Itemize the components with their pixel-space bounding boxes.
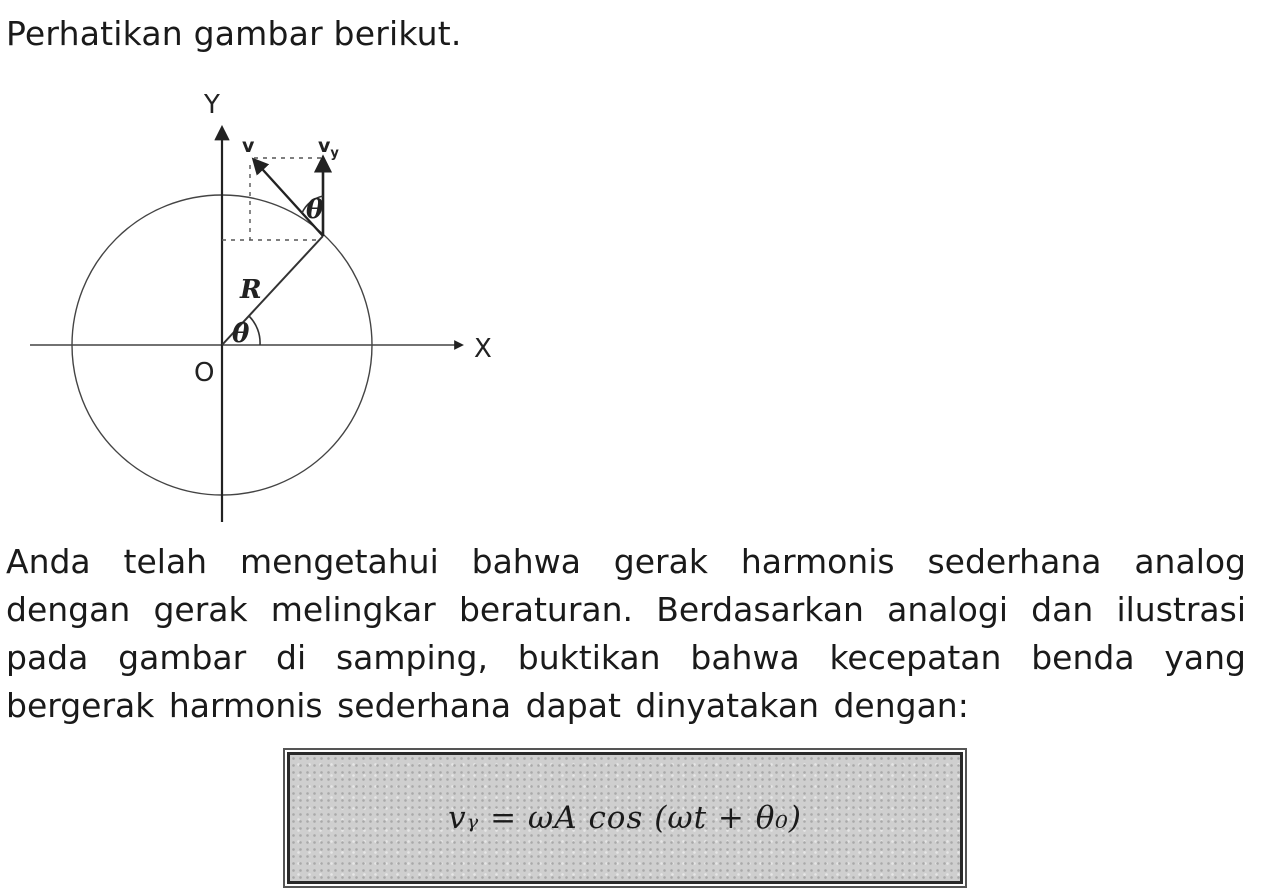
vy-label-main: v xyxy=(318,135,331,157)
y-axis-label: Y xyxy=(204,90,220,120)
radius-label: R xyxy=(240,275,262,305)
velocity-formula: vᵧ = ωA cos (ωt + θ₀) xyxy=(448,800,802,836)
circular-motion-diagram xyxy=(0,0,520,540)
formula-box xyxy=(287,752,963,884)
v-label: v xyxy=(242,135,255,157)
angle-label-center: θ xyxy=(232,319,250,349)
vy-label xyxy=(318,135,339,161)
problem-paragraph: Anda telah mengetahui bahwa gerak harmonis sederhana analog dengan gerak melingkar beraturan. Berdasarkan analogi dan ilustrasi pada gambar di samping, buktikan bahwa kecepatan benda yang bergerak harmonis sederhana dapat dinyatakan dengan: xyxy=(6,542,1246,725)
angle-label-top: θ xyxy=(306,195,324,225)
vy-label-sub: y xyxy=(330,146,339,161)
angle-arc-center xyxy=(249,316,260,345)
x-axis-label: X xyxy=(474,334,492,364)
intro-text: Perhatikan gambar berikut. xyxy=(6,14,462,53)
origin-label: O xyxy=(194,358,215,388)
